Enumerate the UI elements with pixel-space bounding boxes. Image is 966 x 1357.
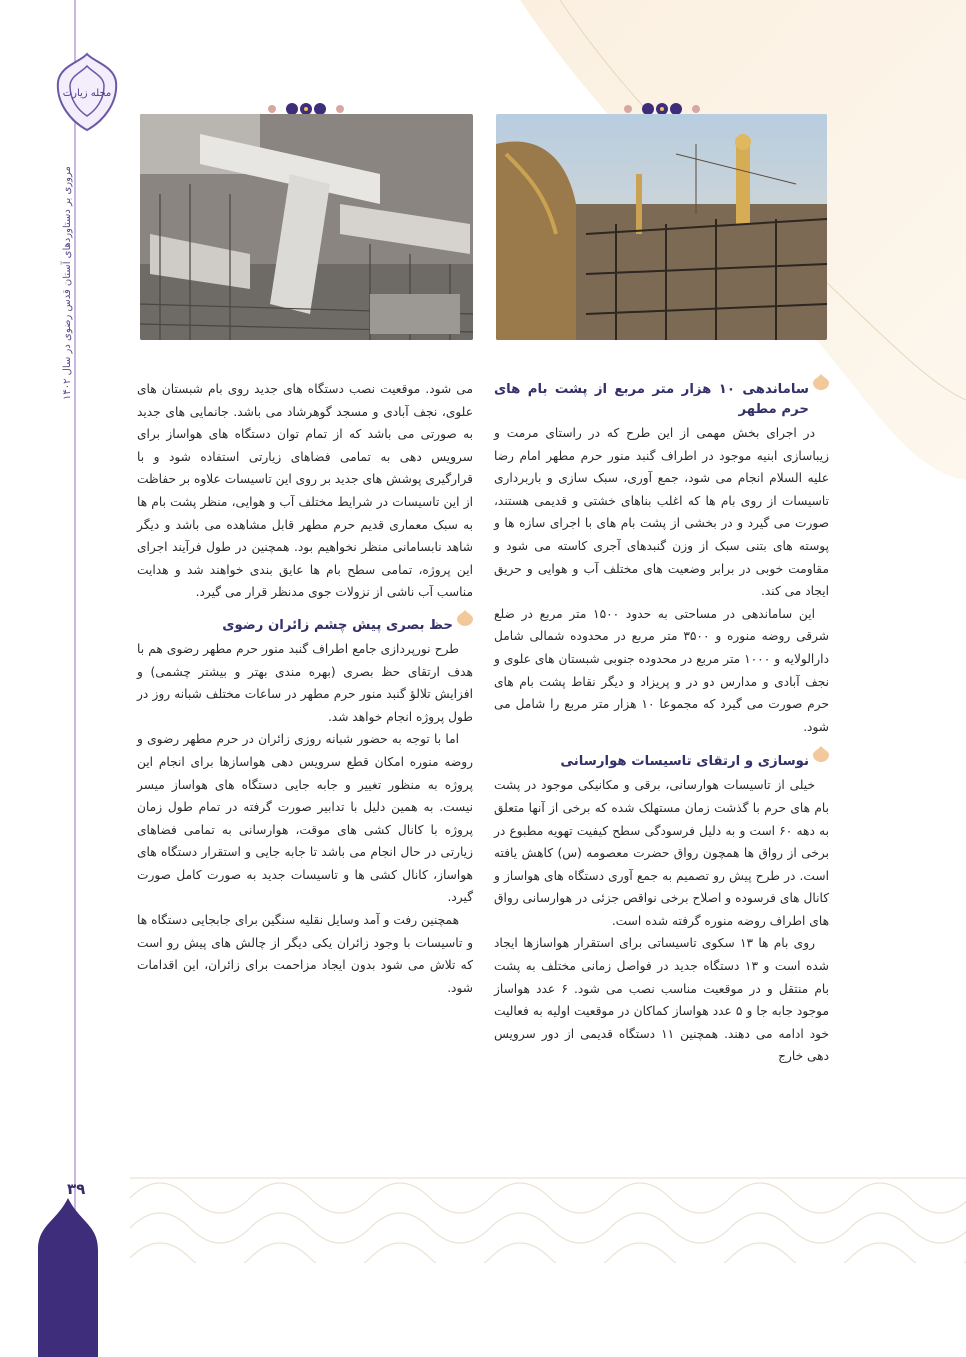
page-number: ۳۹ [67, 1180, 86, 1198]
logo-emblem [54, 52, 120, 132]
section2-heading-text: نوسازی و ارتقای تاسیسات هوارسانی [560, 754, 809, 770]
section1-paragraph-2: این ساماندهی در مساحتی به حدود ۱۵۰۰ متر مربع در ضلع شرقی روضه منوره و ۳۵۰۰ متر مربع در محدوده شمالی شامل دارالولایه و ۱۰۰۰ متر مربع در محدوده جنوبی شبستان های علوی و نجف آبادی و مدارس دو در و پریزاد و دیگر نقاط پشت بام های حرم صورت می گیرد که مجموعا ۱۰ هزار متر مربع را شامل می شود. [494, 606, 830, 734]
heading-bullet-icon [813, 746, 829, 762]
section1-paragraph-1: در اجرای بخش مهمی از این طرح که در راستای مرمت و زیباسازی ابنیه موجود در اطراف گنبد منور حرم مطهر امام رضا علیه السلام انجام می شود، جمع آوری، سبک سازی و باربرداری تاسیسات از روی بام ها که اغلب بناهای خشتی و قدیمی هستند، صورت می گیرد و در بخشی از پشت بام های با اجرای سازه ها و پوسته های بتنی سبک از وزن گنبدهای آجری کاسته می شود و مقاومت خوبی در برابر وضعیت های مختلف آب و هوایی و حریق ایجاد می کند. [494, 426, 829, 599]
photo-air-ducts-graphic [140, 114, 473, 340]
heading-bullet-icon [813, 374, 829, 390]
section3-heading [137, 616, 473, 636]
section2-heading [494, 752, 829, 772]
right-column [494, 380, 829, 1068]
left-column [137, 378, 473, 999]
section3-paragraph-1: طرح نورپردازی جامع اطراف گنبد منور حرم مطهر رضوی هم با هدف ارتقای حظ بصری (بهره مندی بهتر و بیشتر چشمی) و افزایش تلالؤ گنبد منور حرم مطهر در ساعات مختلف شبانه روز در طول پروژه انجام خواهد شد. [137, 641, 473, 724]
section1-heading [494, 380, 829, 420]
bottom-geometric-pattern [130, 1168, 966, 1263]
vertical-running-title: مروری بر دستاوردهای آستان قدس رضوی در سال ۱۴۰۲ [62, 166, 73, 400]
heading-bullet-icon [457, 610, 473, 626]
section3-paragraph-2: اما با توجه به حضور شبانه روزی زائران در حرم مطهر رضوی و روضه منوره امکان قطع سرویس دهی هواسازها برای انجام این پروژه به منظور تغییر و جابه جایی دستگاه های هواساز میسر نیست. به همین دلیل با تدابیر صورت گرفته در تمام طول زمان پروژه با کانال کشی های موقت، هوارسانی به تمامی فضاهای زیارتی در حال انجام می باشد تا جابه جایی و استقرار دستگاه های هواساز، کانال کشی ها و تاسیسات جدید به صورت کامل صورت گیرد. [137, 732, 473, 905]
photo-shrine-rooftop-graphic [496, 114, 827, 340]
photo-shrine-rooftop [496, 114, 827, 340]
section2-paragraph-2: روی بام ها ۱۳ سکوی تاسیساتی برای استقرار هواسازها ایجاد شده است و ۱۳ دستگاه جدید در فواصل زمانی مختلف به پشت بام منتقل و در موقعیت مناسب نصب می شود. ۶ عدد هواساز موجود جابه جا و ۵ عدد هواساز کماکان در موقعیت اولیه به فعالیت خود ادامه می دهند. همچنین ۱۱ دستگاه قدیمی از دور سرویس دهی خارج [494, 936, 830, 1064]
logo-text: مجله زیارت [62, 88, 112, 99]
left-paragraph-continued: می شود. موقعیت نصب دستگاه های جدید روی بام شبستان های علوی، نجف آبادی و مسجد گوهرشاد می باشد. جانمایی های جدید به صورتی می باشد که از تمام توان دستگاه های هواساز برای سرویس دهی به تمامی فضاهای زیارتی استفاده شود و با قرارگیری پوشش های جدید بر روی این تاسیسات علاوه بر حفاظت از این تاسیسات در شرایط مختلف آب و هوایی، منظر پشت بام ها به سبک معماری قدیم حرم مطهر قابل مشاهده می باشد و دیگر شاهد نابسامانی منظر نخواهیم بود. همچنین در طول فرآیند اجرای این پروژه، تمامی سطح بام ها عایق بندی خواهند شد و هدایت مناسب آب ناشی از نزولات جوی مدنظر قرار می گیرد. [137, 382, 473, 600]
section3-paragraph-3: همچنین رفت و آمد وسایل نقلیه سنگین برای جابجایی دستگاه ها و تاسیسات با وجود زائران یکی دیگر از چالش های پیش رو است که تلاش می شود بدون ایجاد مزاحمت برای زائران، این اقدامات شود. [137, 913, 473, 995]
section1-heading-text: ساماندهی ۱۰ هزار متر مربع از پشت بام های حرم مطهر [494, 382, 809, 417]
section3-heading-text: حظ بصری پیش چشم زائران رضوی [222, 617, 453, 633]
section2-paragraph-1: خیلی از تاسیسات هوارسانی، برقی و مکانیکی موجود در پشت بام های حرم با گذشت زمان مستهلک شده که برخی از آنها متعلق به دهه ۶۰ است و به دلیل فرسودگی سطح کیفیت تهویه مطبوع در برخی از رواق ها همچون رواق حضرت معصومه (س) کاهش یافته است. در طرح پیش رو تصمیم به جمع آوری دستگاه های هواساز و کانال های فرسوده و اصلاح برخی نواقص جزئی در هوارسانی رواق های اطراف روضه منوره گرفته شده است. [494, 778, 829, 928]
photo-air-ducts [140, 114, 473, 340]
